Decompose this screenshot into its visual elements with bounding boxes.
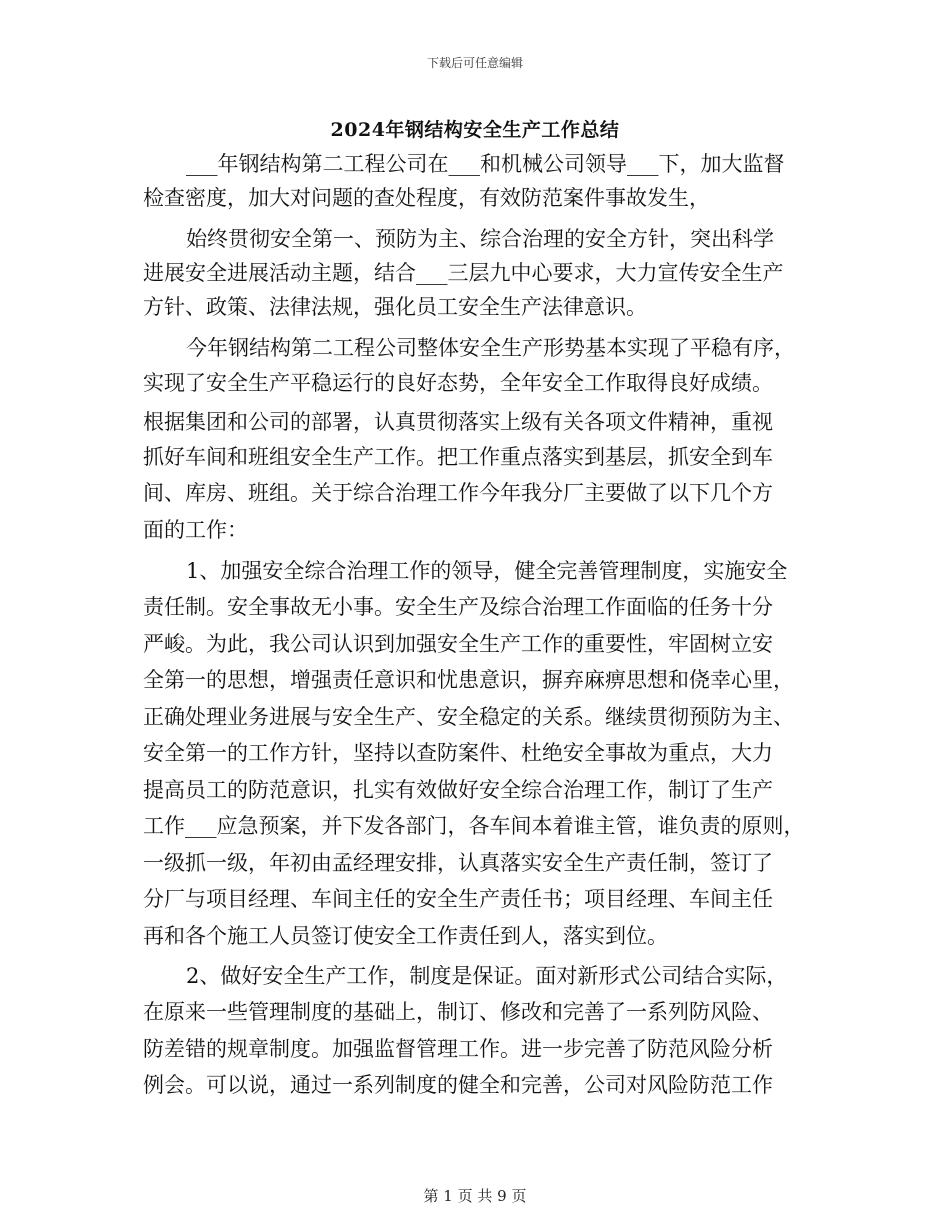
paragraph-line: 工作___应急预案，并下发各部门，各车间本着谁主管，谁负责的原则， bbox=[143, 814, 805, 838]
paragraph-line: 一级抓一级，年初由孟经理安排，认真落实安全生产责任制，签订了 bbox=[143, 851, 773, 875]
paragraph-line: 面的工作： bbox=[143, 518, 248, 542]
paragraph-line: 严峻。为此，我公司认识到加强安全生产工作的重要性，牢固树立安 bbox=[143, 632, 773, 656]
paragraph-line: 抓好车间和班组安全生产工作。把工作重点落实到基层，抓安全到车 bbox=[143, 445, 773, 469]
paragraph-line: 始终贯彻安全第一、预防为主、综合治理的安全方针，突出科学 bbox=[186, 227, 774, 251]
paragraph-line: 正确处理业务进展与安全生产、安全稳定的关系。继续贯彻预防为主、 bbox=[143, 705, 794, 729]
document-title: 2024年钢结构安全生产工作总结 bbox=[330, 119, 620, 141]
paragraph-line: 分厂与项目经理、车间主任的安全生产责任书；项目经理、车间主任 bbox=[143, 887, 773, 911]
paragraph-line: 方针、政策、法律法规，强化员工安全生产法律意识。 bbox=[143, 295, 647, 319]
paragraph-line: 责任制。安全事故无小事。安全生产及综合治理工作面临的任务十分 bbox=[143, 595, 773, 619]
paragraph-line: 今年钢结构第二工程公司整体安全生产形势基本实现了平稳有序， bbox=[186, 336, 795, 360]
paragraph-line: 安全第一的工作方针，坚持以查防案件、杜绝安全事故为重点，大力 bbox=[143, 741, 773, 765]
paragraph-line: 防差错的规章制度。加强监督管理工作。进一步完善了防范风险分析 bbox=[143, 1037, 773, 1061]
paragraph-line: 间、库房、班组。关于综合治理工作今年我分厂主要做了以下几个方 bbox=[143, 481, 773, 505]
paragraph-line: 1、加强安全综合治理工作的领导，健全完善管理制度，实施安全 bbox=[186, 559, 788, 583]
page-header: 下载后可任意编辑 bbox=[426, 56, 523, 70]
paragraph-line: 全第一的思想，增强责任意识和忧患意识，摒弃麻痹思想和侥幸心里， bbox=[143, 668, 794, 692]
paragraph-line: 实现了安全生产平稳运行的良好态势，全年安全工作取得良好成绩。 bbox=[143, 371, 773, 395]
paragraph-line: 2、做好安全生产工作，制度是保证。面对新形式公司结合实际， bbox=[186, 964, 788, 988]
paragraph-line: 检查密度，加大对问题的查处程度，有效防范案件事故发生， bbox=[143, 186, 710, 210]
paragraph-line: 提高员工的防范意识，扎实有效做好安全综合治理工作，制订了生产 bbox=[143, 778, 773, 802]
paragraph-line: 在原来一些管理制度的基础上，制订、修改和完善了一系列防风险、 bbox=[143, 1000, 773, 1024]
page-footer: 第 1 页 共 9 页 bbox=[423, 1187, 527, 1205]
paragraph-line: 根据集团和公司的部署，认真贯彻落实上级有关各项文件精神，重视 bbox=[143, 410, 773, 434]
paragraph-line: 进展安全进展活动主题，结合___三层九中心要求，大力宣传安全生产 bbox=[143, 261, 784, 285]
paragraph-line: 例会。可以说，通过一系列制度的健全和完善，公司对风险防范工作 bbox=[143, 1073, 773, 1097]
paragraph-line: ___年钢结构第二工程公司在___和机械公司领导___下，加大监督 bbox=[186, 152, 785, 176]
paragraph-line: 再和各个施工人员签订使安全工作责任到人，落实到位。 bbox=[143, 924, 668, 948]
